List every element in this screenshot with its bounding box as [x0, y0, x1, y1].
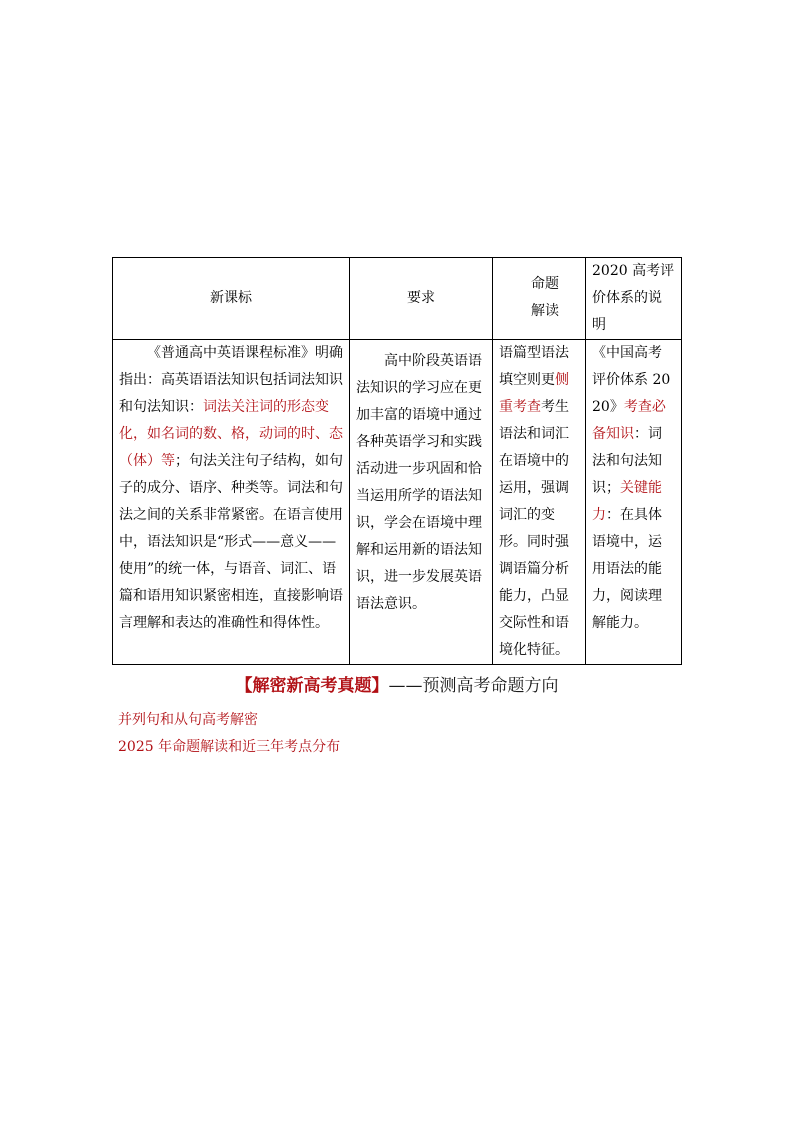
standard-text-2: ；句法关注句子结构，如句子的成分、语序、种类等。词法和句法之间的关系非常紧密。在语言使用中，语法知识是“形式——意义——使用”的统一体，与语音、词汇、语篇和语用知识紧密相连，直接影响语言理解和表达的准确性和得体性。 — [119, 453, 343, 631]
table-body-row — [113, 340, 682, 665]
evaluation-text-red-2: 关键能力 — [592, 480, 662, 523]
evaluation-text-3: ：在具体语境中，运用语法的能力，阅读理解能力。 — [592, 507, 662, 631]
header-interpretation: 命题解读 — [531, 276, 559, 319]
body-cell-standard — [113, 340, 350, 665]
requirement-text: 高中阶段英语语法知识的学习应在更加丰富的语境中通过各种英语学习和实践活动进一步巩固和恰当运用所学的语法知识，学会在语境中理解和运用新的语法知识，进一步发展英语语法意识。 — [356, 353, 482, 612]
header-cell — [350, 258, 493, 340]
evaluation-text-red-1: 考查必备知识 — [592, 399, 666, 442]
interpretation-text-red: 侧重考查 — [499, 372, 569, 415]
subtitle-line-2: 2025 年命题解读和近三年考点分布 — [118, 739, 341, 755]
standard-text-1: 《普通高中英语课程标准》明确指出：高英语语法知识包括词法知识和句法知识： — [119, 345, 343, 415]
header-new-standard: 新课标 — [210, 289, 252, 306]
body-cell-interpretation — [493, 340, 586, 665]
body-cell-requirement — [350, 340, 493, 665]
evaluation-text-1: 《中国高考评价体系 2020》 — [592, 345, 671, 415]
heading-main: 【解密新高考真题】 — [235, 676, 389, 696]
table-header-row — [113, 258, 682, 340]
header-cell — [493, 258, 586, 340]
header-cell — [586, 258, 682, 340]
body-cell-evaluation — [586, 340, 682, 665]
standard-text-red: 词法关注词的形态变化，如名词的数、格，动词的时、态（体）等 — [119, 399, 343, 469]
section-heading — [0, 671, 794, 696]
interpretation-text-2: 考生语法和词汇在语境中的运用，强调词汇的变形。同时强调语篇分析能力，凸显交际性和语境化特征。 — [499, 399, 569, 658]
curriculum-table — [112, 257, 682, 665]
heading-rest: ——预测高考命题方向 — [388, 676, 559, 696]
evaluation-text-2: ：词法和句法知识； — [592, 426, 662, 496]
header-evaluation-system: 2020 高考评价体系的说明 — [592, 263, 675, 333]
header-requirement: 要求 — [407, 289, 435, 306]
subtitle-line-1: 并列句和从句高考解密 — [118, 712, 258, 728]
header-cell — [113, 258, 350, 340]
interpretation-text-1: 语篇型语法填空则更 — [499, 345, 569, 388]
